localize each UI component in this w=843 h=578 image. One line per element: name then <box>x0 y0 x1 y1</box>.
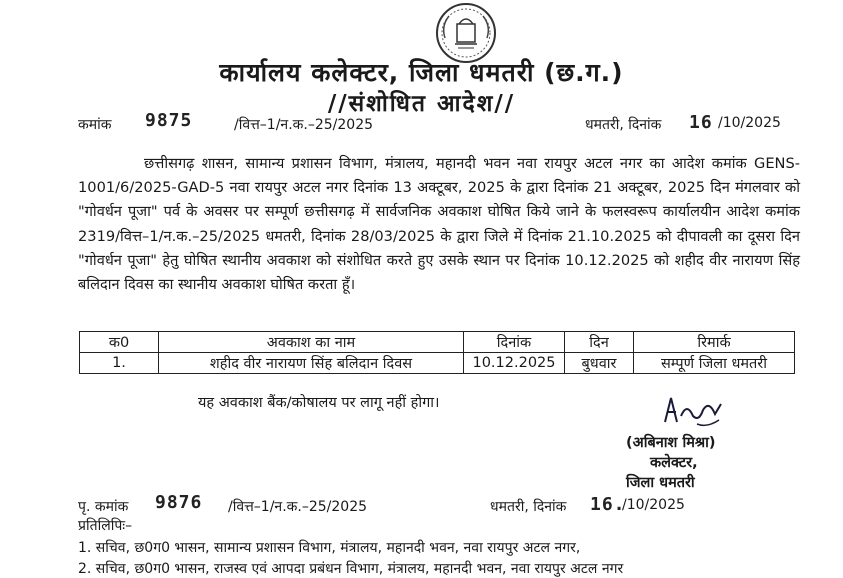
table-header-row <box>80 332 795 353</box>
bank-treasury-note: यह अवकाश बैंक/कोषालय पर लागू नहीं होगा। <box>198 395 440 411</box>
column-header-date: दिनांक <box>464 332 565 353</box>
signatory-name: (अबिनाश मिश्रा) <box>626 435 716 451</box>
column-header-serial: क0 <box>80 332 159 353</box>
column-header-remark: रिमार्क <box>634 332 795 353</box>
order-file-ref: /वित्त–1/न.क.–25/2025 <box>234 117 374 133</box>
endorsement-number-handwritten: 9876 <box>155 492 203 513</box>
order-title: //संशोधित आदेश// <box>327 91 516 117</box>
cell-serial: 1. <box>80 353 159 374</box>
signatory-designation: कलेक्टर, <box>650 455 698 471</box>
order-number-label: कमांक <box>78 117 112 133</box>
table-row <box>80 353 795 374</box>
cell-holiday-name: शहीद वीर नारायण सिंह बलिदान दिवस <box>159 353 464 374</box>
cell-remark: सम्पूर्ण जिला धमतरी <box>634 353 795 374</box>
copy-list-item: 1. सचिव, छ0ग0 भासन, सामान्य प्रशासन विभाग, मंत्रालय, महानदी भवन, नवा रायपुर अटल नगर, <box>78 540 581 556</box>
handwritten-signature-icon <box>657 392 727 430</box>
order-body-paragraph: छत्तीसगढ़ शासन, सामान्य प्रशासन विभाग, मंत्रालय, महानदी भवन नवा रायपुर अटल नगर का आदेश कमांक GENS-1001/6/2025-GAD-5 नवा रायपुर अटल नगर दिनांक 13 अक्टूबर, 2025 के द्वारा दिनांक 21 अक्टूबर, 2025 दिन मंगलवार को "गोवर्धन पूजा" पर्व के अवसर पर सम्पूर्ण छत्तीसगढ़ में सार्वजनिक अवकाश घोषित किये जाने के फलस्वरूप कार्यालयीन आदेश कमांक 2319/वित्त–1/न.क.–25/2025 धमतरी, दिनांक 28/03/2025 के द्वारा जिले में दिनांक 21.10.2025 को दीपावली का दूसरा दिन "गोवर्धन पूजा" हेतु घोषित स्थानीय अवकाश को संशोधित करते हुए उसके स्थान पर दिनांक 10.12.2025 को शहीद वीर नारायण सिंह बलिदान दिवस का स्थानीय अवकाश घोषित करता हूँ। <box>78 155 800 294</box>
endorsement-day-handwritten: 16. <box>590 494 626 515</box>
endorsement-file-ref: /वित्त–1/न.क.–25/2025 <box>228 499 368 515</box>
signatory-district: जिला धमतरी <box>626 475 695 491</box>
office-title: कार्यालय कलेक्टर, जिला धमतरी (छ.ग.) <box>219 58 624 87</box>
endorsement-place-date-label: धमतरी, दिनांक <box>490 499 567 515</box>
order-number-handwritten: 9875 <box>145 110 193 131</box>
endorsement-month-year: /10/2025 <box>622 497 685 513</box>
cell-date: 10.12.2025 <box>464 353 565 374</box>
copy-list-item: 2. सचिव, छ0ग0 भासन, राजस्व एवं आपदा प्रबंधन विभाग, मंत्रालय, महानदी भवन, नवा रायपुर अटल नगर <box>78 561 624 577</box>
cell-day: बुधवार <box>565 353 634 374</box>
endorsement-number-label: पृ. कमांक <box>78 499 129 515</box>
copy-to-label: प्रतिलिपिः– <box>78 518 133 534</box>
order-day-handwritten: 16 <box>689 112 713 133</box>
order-month-year: /10/2025 <box>718 115 781 131</box>
column-header-day: दिन <box>565 332 634 353</box>
holiday-table <box>79 331 795 374</box>
order-place-date-label: धमतरी, दिनांक <box>585 117 662 133</box>
column-header-holiday-name: अवकाश का नाम <box>159 332 464 353</box>
